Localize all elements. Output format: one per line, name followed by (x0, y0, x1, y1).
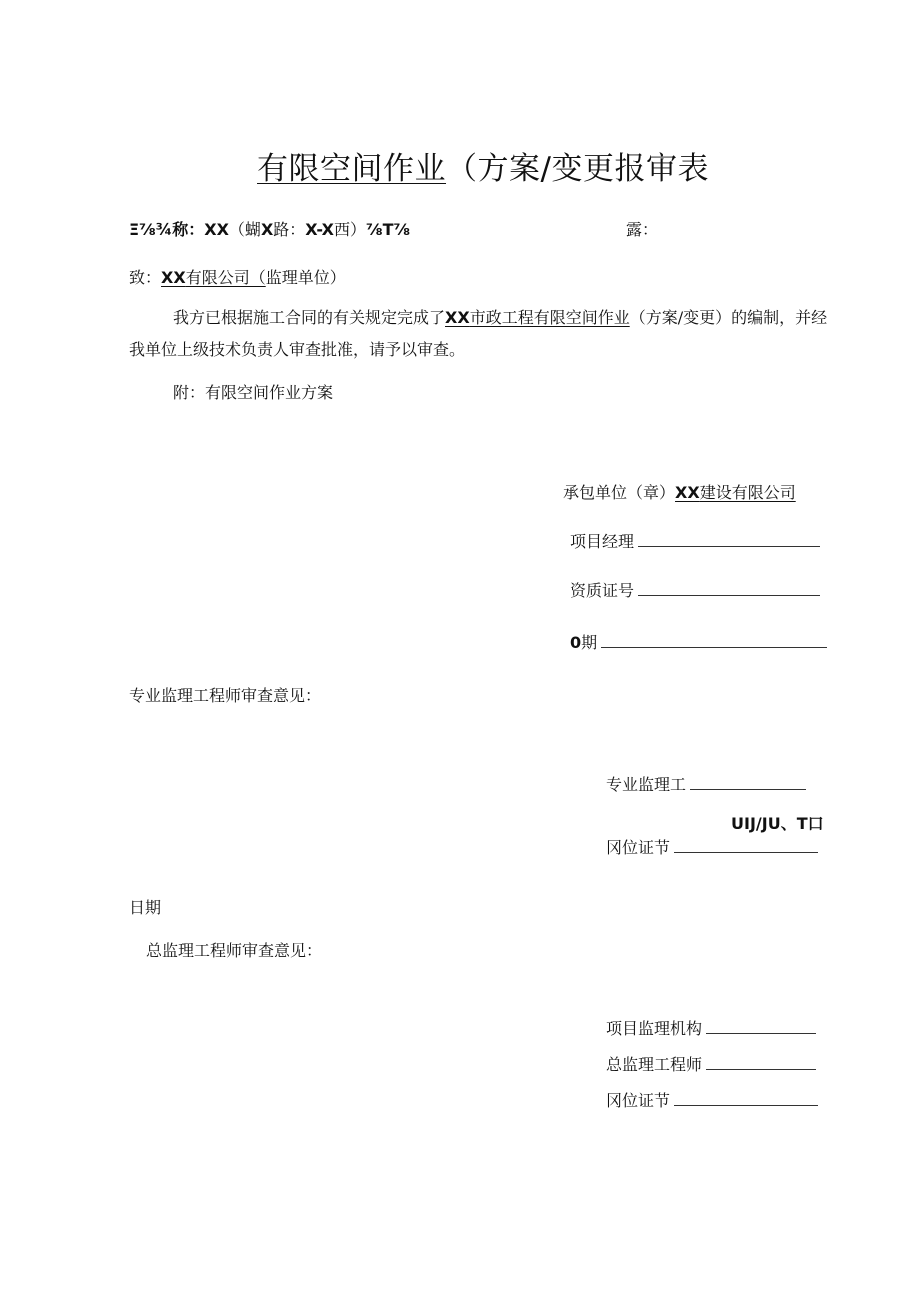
specialist-date-label: 日期 (129, 898, 162, 917)
project-road: 路： (273, 220, 306, 239)
chief-cert-line[interactable] (674, 1091, 818, 1106)
chief-engineer-row (606, 1052, 816, 1075)
contractor-unit-block (675, 483, 796, 502)
specialist-engineer-label: 专业监理工 (606, 775, 687, 794)
chief-engineer-label: 总监理工程师 (606, 1055, 703, 1074)
to-role: 监理单位） (265, 268, 346, 287)
contractor-unit-label: 承包单位（章） (563, 483, 676, 502)
body-part1: 我方已根据施工合同的有关规定完成了 (173, 308, 446, 327)
specialist-engineer-line[interactable] (690, 775, 806, 790)
date-label: 期 (581, 633, 598, 652)
specialist-cert-label: 冈位证节 (606, 838, 671, 857)
project-x: X (260, 220, 274, 239)
to-prefix: 致： (129, 268, 162, 287)
to-line (129, 265, 346, 288)
pm-row (570, 529, 820, 552)
chief-heading: 总监理工程师审查意见： (146, 941, 323, 960)
specialist-cert-line[interactable] (674, 838, 818, 853)
body-underlined: 市政工程有限空间作业 (469, 308, 630, 327)
body-paragraph (129, 302, 841, 366)
specialist-cert-row (606, 835, 818, 858)
contractor-unit-name: 建设有限公司 (699, 483, 796, 502)
to-company-rest: 有限公司（ (185, 268, 266, 287)
date-zero: 0 (570, 633, 582, 652)
chief-org-label: 项目监理机构 (606, 1019, 703, 1038)
body-xx: XX (445, 308, 470, 327)
to-company-block (161, 268, 266, 287)
specialist-engineer-row (606, 772, 806, 795)
chief-engineer-line[interactable] (706, 1055, 816, 1070)
specialist-heading: 专业监理工程师审查意见： (129, 686, 322, 705)
contractor-unit (563, 480, 796, 503)
cert-row (570, 578, 820, 601)
body-underlined-block (445, 308, 630, 327)
date-signature-line[interactable] (601, 633, 827, 648)
chief-cert-row (606, 1088, 818, 1111)
chief-cert-label: 冈位证节 (606, 1091, 671, 1110)
project-prefix: Ξ⅞¾称： (129, 220, 205, 239)
pm-label: 项目经理 (570, 532, 635, 551)
to-company-xx: XX (161, 268, 186, 287)
attachment-line: 附：有限空间作业方案 (173, 383, 334, 402)
header-right-label: 露： (626, 220, 659, 239)
pm-signature-line[interactable] (638, 532, 820, 547)
page-title (0, 143, 920, 188)
project-mid: （蝴 (228, 220, 261, 239)
project-suffix: ⅞T⅞ (366, 220, 411, 239)
contractor-unit-xx: XX (675, 483, 700, 502)
chief-org-line[interactable] (706, 1019, 816, 1034)
contractor-date-row (570, 630, 827, 653)
cert-signature-line[interactable] (638, 581, 820, 596)
chief-org-row (606, 1016, 816, 1039)
project-xx2: X-X (305, 220, 334, 239)
cert-label: 资质证号 (570, 581, 635, 600)
title-rest: （方案/变更报审表 (446, 151, 709, 187)
project-xx: XX (204, 220, 229, 239)
specialist-garbled: UIJ/JU、T口 (731, 814, 824, 833)
body-part2: （方案/变更）的编制，并经我单位上级技术负责人审查批准，请予以审查。 (129, 308, 828, 359)
project-line (129, 217, 410, 240)
project-west: 西） (334, 220, 367, 239)
title-underlined: 有限空间作业 (257, 151, 447, 187)
